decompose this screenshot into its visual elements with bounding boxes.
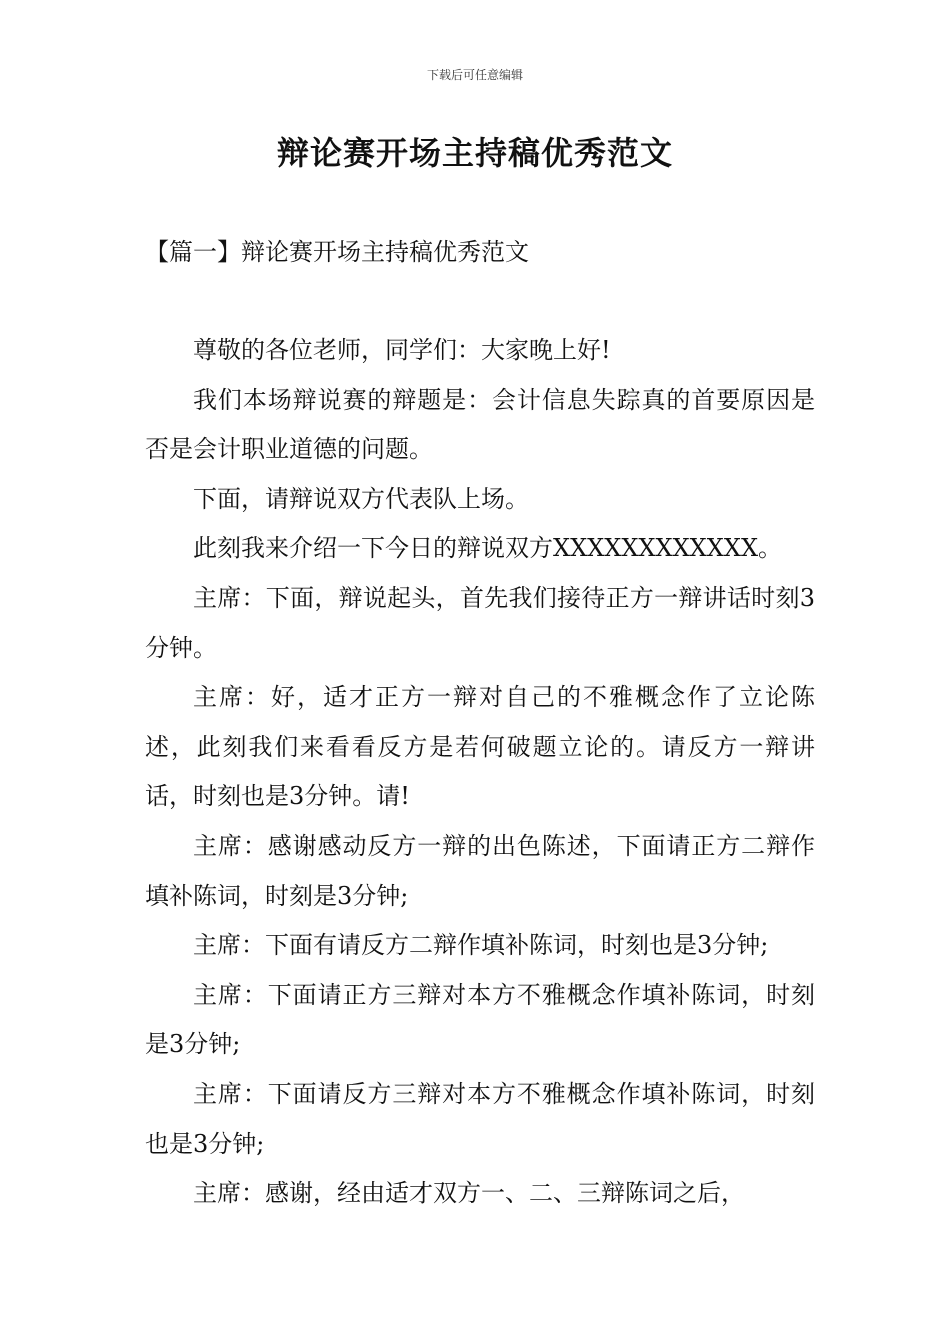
paragraph-chair-7: 主席：感谢，经由适才双方一、二、三辩陈词之后， [193, 1179, 745, 1208]
document-body [145, 326, 815, 1219]
paragraph-chair-6: 主席：下面请反方三辩对本方不雅概念作填补陈词，时刻也是3分钟; [145, 1079, 815, 1158]
paragraph-greeting: 尊敬的各位老师，同学们：大家晚上好! [193, 336, 611, 364]
paragraph-chair-3: 主席：感谢感动反方一辩的出色陈述，下面请正方二辩作填补陈词，时刻是3分钟; [145, 831, 815, 910]
paragraph-chair-5: 主席：下面请正方三辩对本方不雅概念作填补陈词，时刻是3分钟; [145, 980, 815, 1059]
paragraph-topic: 我们本场辩说赛的辩题是：会计信息失踪真的首要原因是否是会计职业道德的问题。 [145, 385, 815, 464]
paragraph-chair-2: 主席：好，适才正方一辩对自己的不雅概念作了立论陈述，此刻我们来看看反方是若何破题立论的。请反方一辩讲话，时刻也是3分钟。请! [145, 683, 815, 811]
paragraph-teams-enter: 下面，请辩说双方代表队上场。 [193, 484, 529, 513]
paragraph-chair-1: 主席：下面，辩说起头，首先我们接待正方一辩讲话时刻3分钟。 [145, 583, 815, 662]
section-heading: 【篇一】辩论赛开场主持稿优秀范文 [145, 238, 529, 266]
document-title: 辩论赛开场主持稿优秀范文 [276, 134, 673, 172]
page-header-note: 下载后可任意编辑 [426, 68, 523, 82]
paragraph-introduction: 此刻我来介绍一下今日的辩说双方XXXXXXXXXXXX。 [193, 534, 783, 563]
paragraph-chair-4: 主席：下面有请反方二辩作填补陈词，时刻也是3分钟; [193, 931, 769, 960]
